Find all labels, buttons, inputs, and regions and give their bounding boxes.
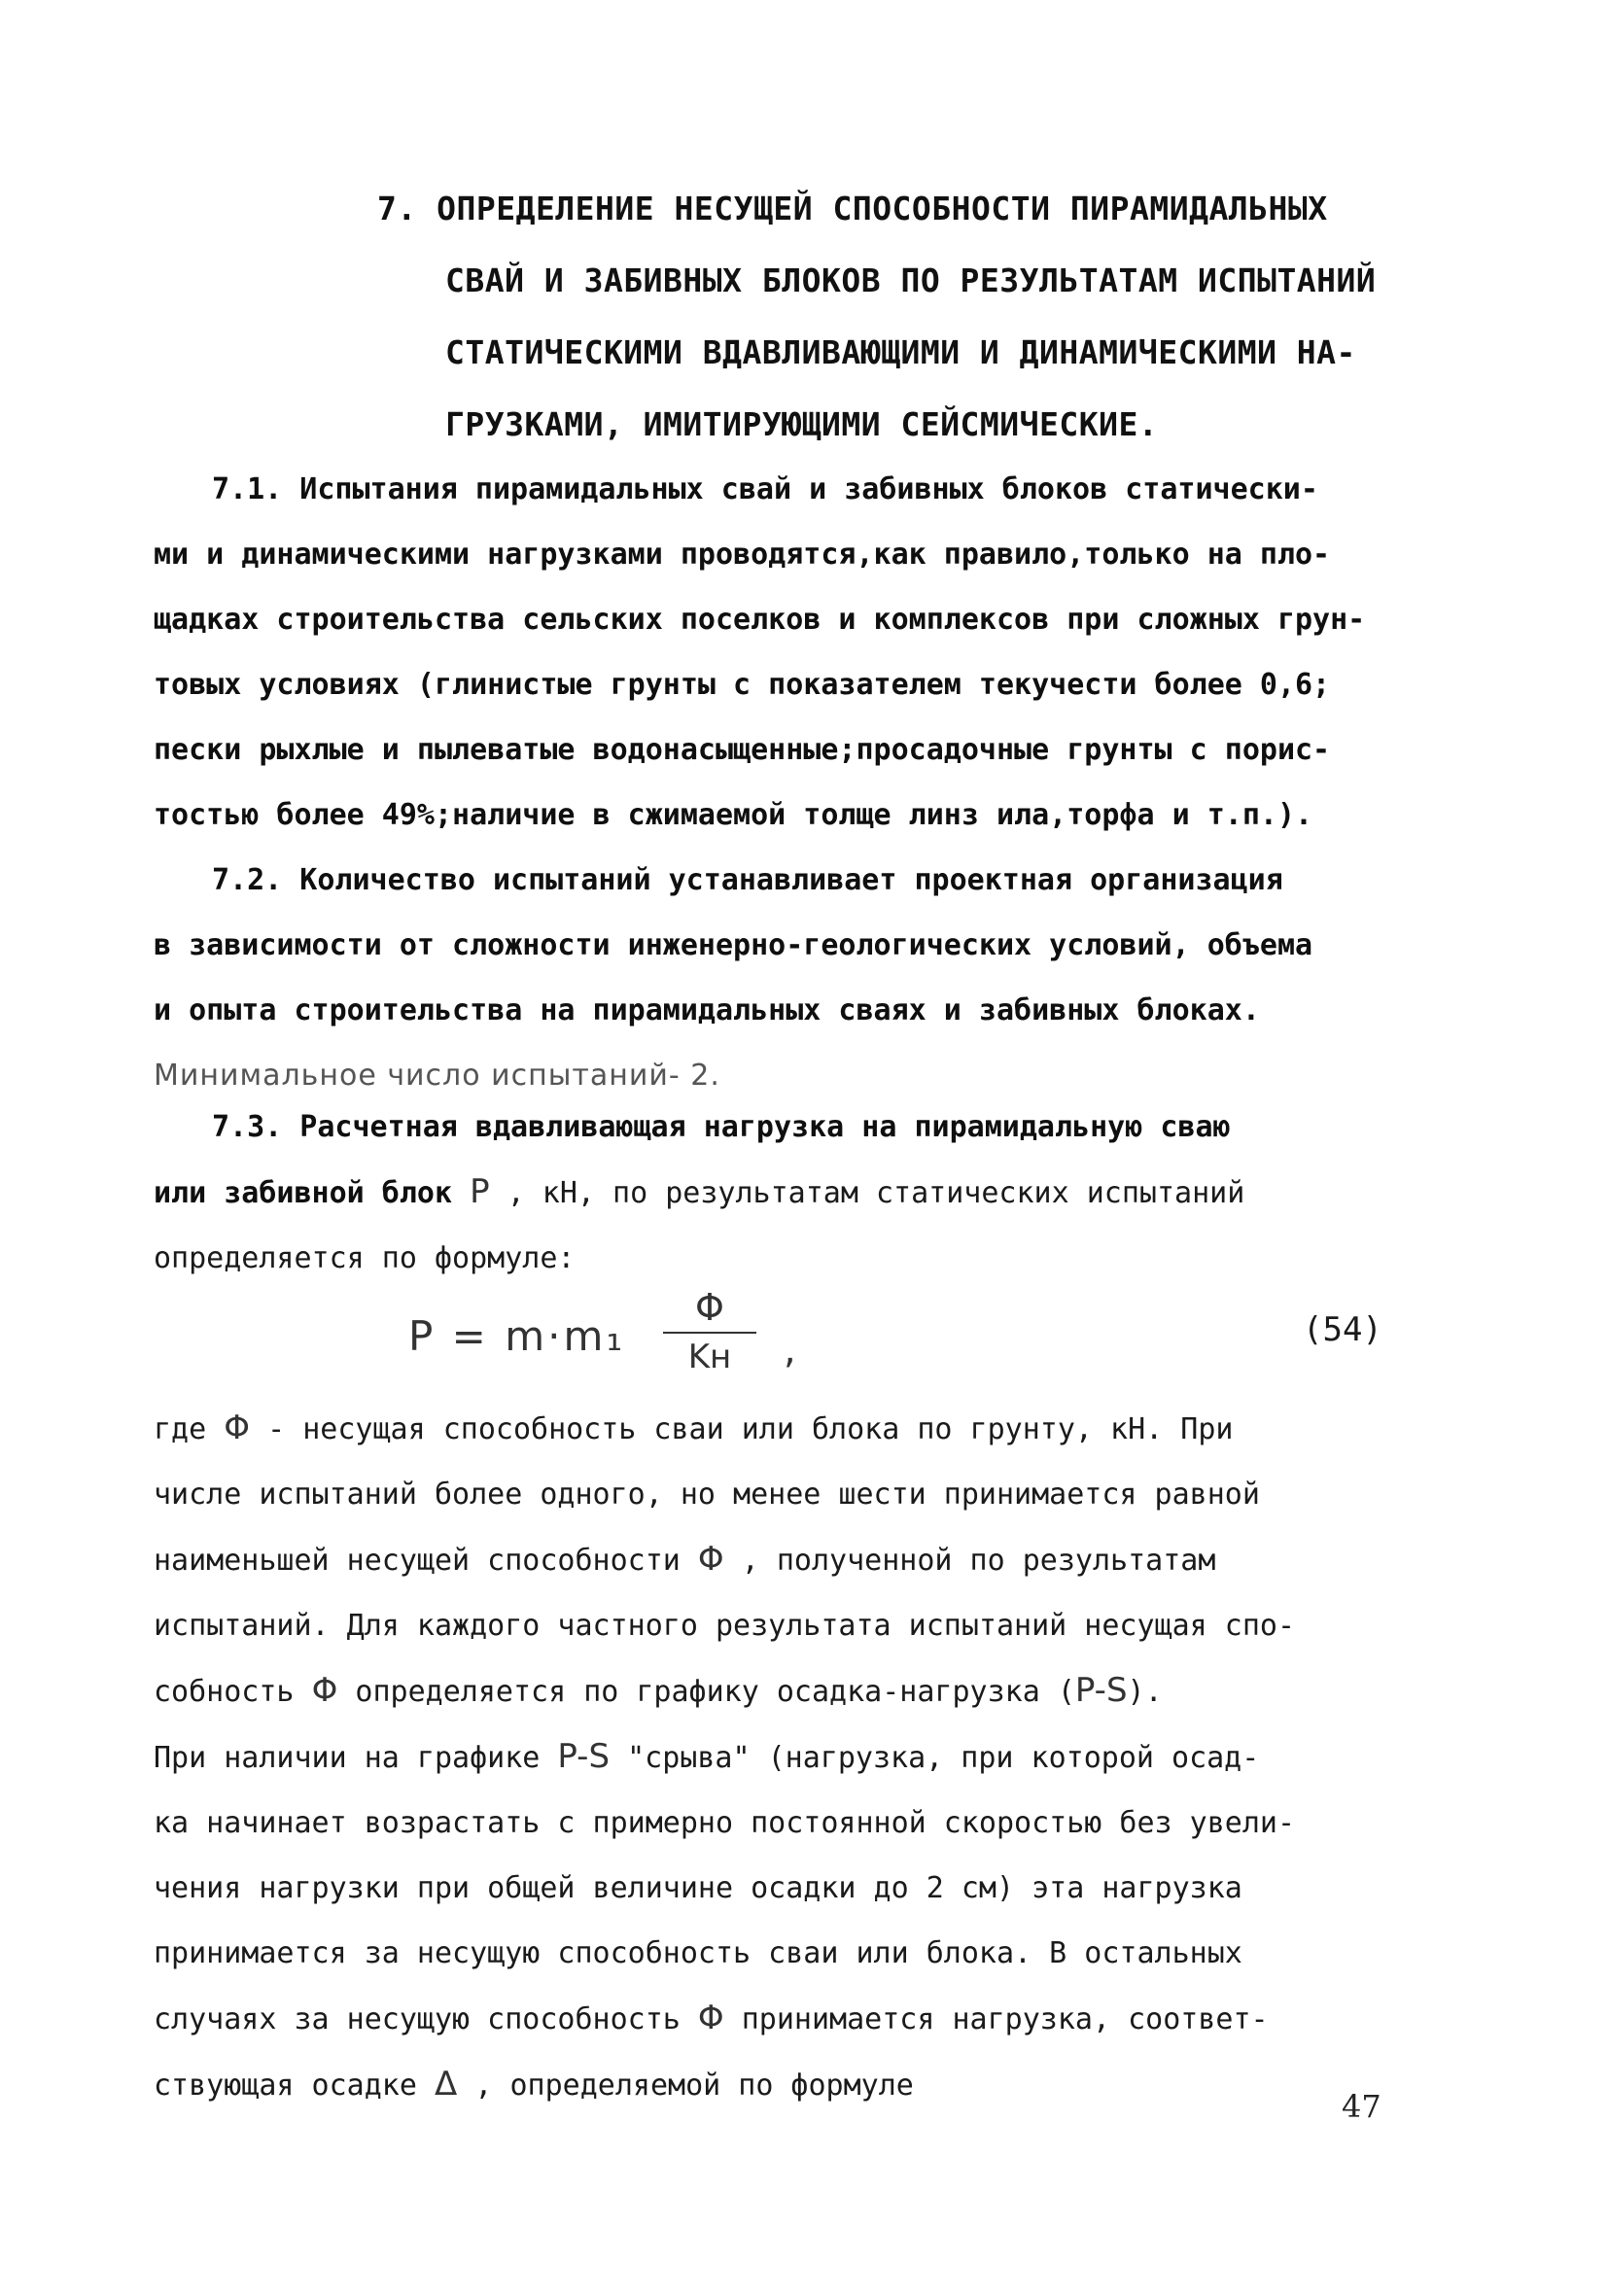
title-line: ГРУЗКАМИ, ИМИТИРУЮЩИМИ СЕЙСМИЧЕСКИЕ.	[445, 405, 1159, 443]
text-line: принимается за несущую способность сваи или блока. В остальных	[154, 1936, 1242, 1970]
text-line: щадках строительства сельских поселков и комплексов при сложных грун-	[154, 603, 1366, 637]
text-fragment: - несущая способность сваи или блока по грунту, кН. При	[267, 1412, 1234, 1446]
text-line: испытаний. Для каждого частного результата испытаний несущая спо-	[154, 1609, 1295, 1643]
symbol-p: P	[470, 1172, 490, 1211]
formula-54	[408, 1285, 1439, 1392]
text-line: определяется по формуле:	[154, 1241, 576, 1275]
symbol-p-s: P-S	[1074, 1671, 1128, 1710]
text-fragment: , кН, по результатам статических испытаний	[507, 1176, 1245, 1210]
text-line: 7.3. Расчетная вдавливающая нагрузка на пирамидальную сваю	[212, 1110, 1231, 1144]
title-line: СТАТИЧЕСКИМИ ВДАВЛИВАЮЩИМИ И ДИНАМИЧЕСКИМИ НА-	[445, 333, 1356, 371]
text-fragment: где	[154, 1412, 207, 1446]
text-fragment: определяется по графику осадка-нагрузка (	[355, 1675, 1075, 1709]
text-fragment: , полученной по результатам	[741, 1544, 1216, 1578]
paragraph-7-3	[154, 1095, 1476, 1291]
paragraph-7-1	[154, 457, 1476, 848]
text-fragment: "срыва" (нагрузка, при которой осад-	[627, 1741, 1260, 1775]
formula-comma: ,	[784, 1328, 796, 1373]
text-fragment: случаях за несущую способность	[154, 2002, 681, 2036]
fraction-bar	[663, 1332, 756, 1334]
formula-fraction	[663, 1285, 756, 1376]
text-fragment: , определяемой по формуле	[474, 2069, 914, 2103]
text-line: и опыта строительства на пирамидальных сваях и забивных блоках.	[154, 993, 1260, 1027]
text-line: пески рыхлые и пылеватые водонасыщенные;просадочные грунты с порис-	[154, 733, 1331, 767]
symbol-phi: Φ	[224, 1409, 251, 1447]
text-fragment: При наличии на графике	[154, 1741, 541, 1775]
text-line: 7.2. Количество испытаний устанавливает проектная организация	[212, 863, 1283, 897]
text-line: чения нагрузки при общей величине осадки до 2 см) эта нагрузка	[154, 1871, 1242, 1905]
text-fragment: собность	[154, 1675, 295, 1709]
symbol-phi: Φ	[697, 1999, 724, 2037]
section-title	[377, 173, 1377, 461]
text-line: ми и динамическими нагрузками проводятся,как правило,только на пло-	[154, 538, 1331, 572]
title-line: СВАЙ И ЗАБИВНЫХ БЛОКОВ ПО РЕЗУЛЬТАТАМ ИСПЫТАНИЙ	[445, 261, 1377, 299]
text-line: 7.1. Испытания пирамидальных свай и забивных блоков статически-	[212, 472, 1318, 506]
paragraph-where	[154, 1396, 1476, 2118]
symbol-p-s: P-S	[557, 1737, 611, 1776]
text-fragment: ).	[1127, 1675, 1163, 1709]
text-line: товых условиях (глинистые грунты с показателем текучести более 0,6;	[154, 668, 1331, 702]
symbol-phi: Φ	[697, 1540, 724, 1579]
formula-denominator: Kн	[687, 1338, 732, 1376]
text-fragment: наименьшей несущей способности	[154, 1544, 681, 1578]
text-line: тостью более 49%;наличие в сжимаемой толще линз ила,торфа и т.п.).	[154, 798, 1313, 832]
paragraph-7-2	[154, 848, 1476, 1108]
text-fragment: или забивной блок	[154, 1176, 453, 1210]
text-line: в зависимости от сложности инженерно-геологических условий, объема	[154, 928, 1313, 962]
formula-numerator: Φ	[695, 1286, 724, 1329]
symbol-phi: Φ	[311, 1671, 338, 1710]
formula-lhs: P = m·m₁	[408, 1312, 626, 1360]
symbol-delta: Δ	[435, 2065, 458, 2104]
handwritten-line: Минимальное число испытаний- 2.	[154, 1059, 720, 1093]
text-line: числе испытаний более одного, но менее шести принимается равной	[154, 1478, 1260, 1512]
text-line: ка начинает возрастать с примерно постоянной скоростью без увели-	[154, 1806, 1295, 1840]
title-line: 7. ОПРЕДЕЛЕНИЕ НЕСУЩЕЙ СПОСОБНОСТИ ПИРАМИДАЛЬНЫХ	[377, 190, 1328, 227]
text-fragment: принимается нагрузка, соответ-	[741, 2002, 1269, 2036]
text-fragment: ствующая осадке	[154, 2069, 417, 2103]
page-number: 47	[1342, 2088, 1381, 2125]
equation-number: (54)	[1303, 1310, 1382, 1349]
